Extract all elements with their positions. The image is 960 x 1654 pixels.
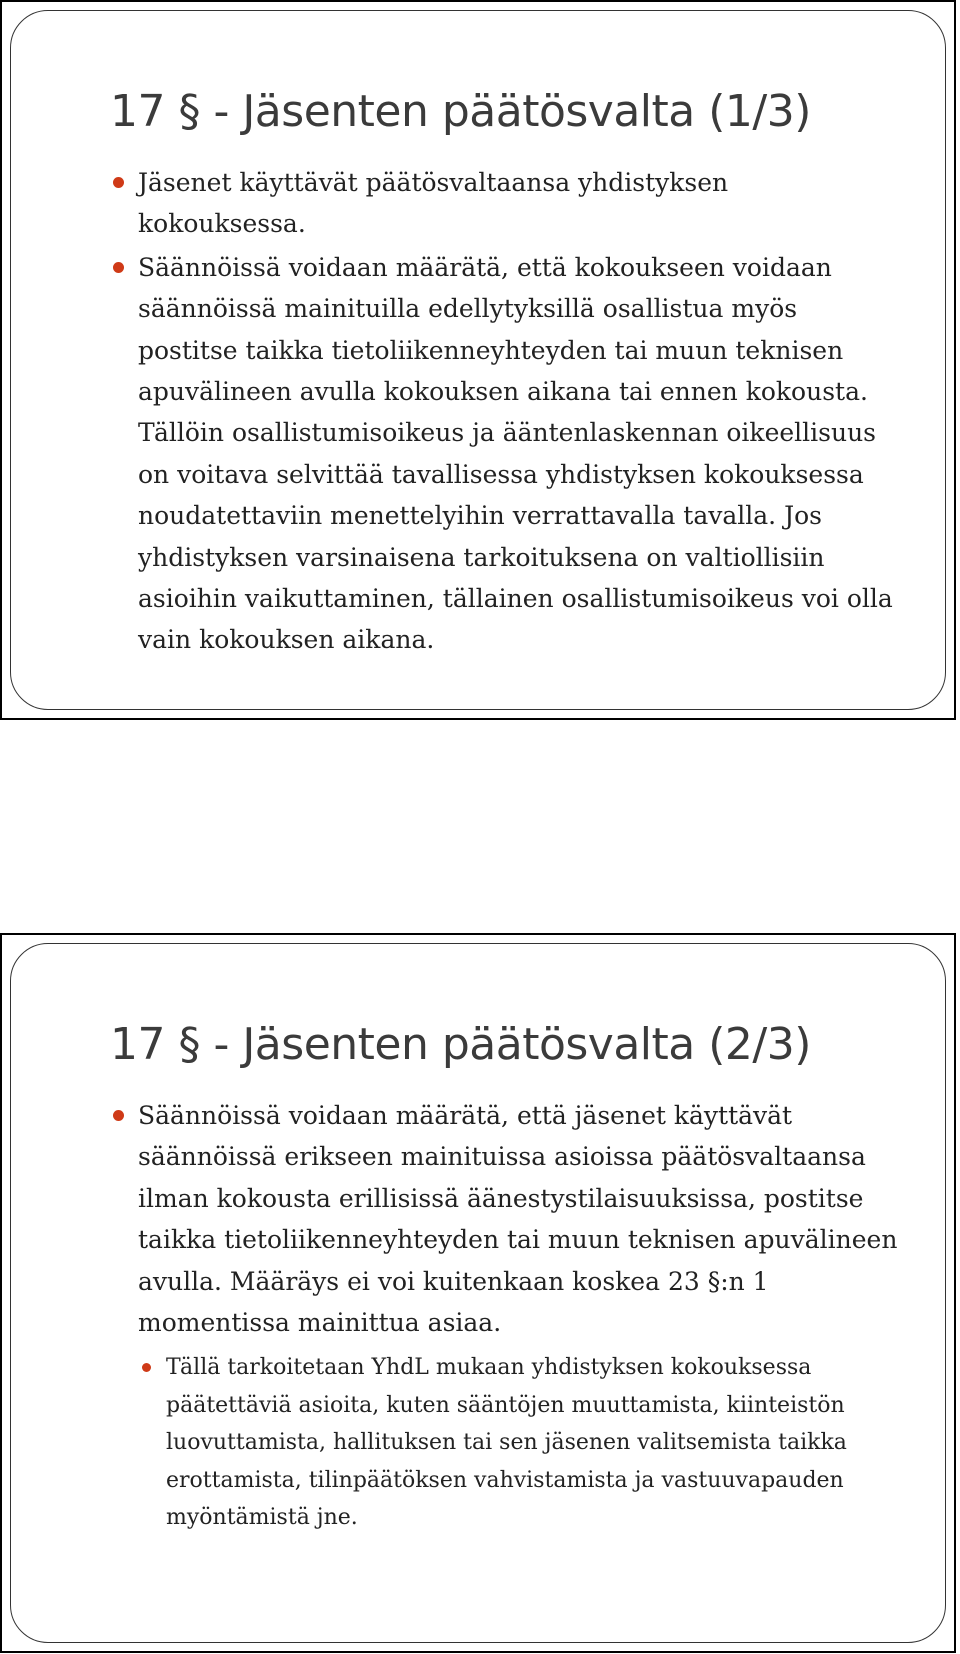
bullet-dot-icon [142,1363,151,1372]
bullet-list [110,1095,900,1539]
bullet-item [110,247,900,661]
slide-1 [0,0,956,720]
sub-bullet-item [138,1349,900,1537]
slide-title: 17 § - Jäsenten päätösvalta (2/3) [110,1019,811,1070]
bullet-text: Jäsenet käyttävät päätösvaltaansa yhdistyksen kokouksessa. [138,168,729,239]
sub-bullet-list [138,1349,900,1537]
bullet-text: Säännöissä voidaan määrätä, että kokoukseen voidaan säännöissä mainituilla edellytyksillä osallistua myös postitse taikka tietoliikenneyhteyden tai muun teknisen apuvälineen avulla kokouksen aikana tai ennen kokousta. Tällöin osallistumisoikeus ja ääntenlaskennan oikeellisuus on voitava selvittää tavallisessa yhdistyksen kokouksessa noudatettaviin menettelyihin verrattavalla tavalla. Jos yhdistyksen varsinaisena tarkoituksena on valtiollisiin asioihin vaikuttaminen, tällainen osallistumisoikeus voi olla vain kokouksen aikana. [138,252,893,655]
bullet-dot-icon [113,262,124,273]
bullet-list [110,162,900,663]
bullet-item [110,162,900,245]
bullet-dot-icon [113,177,124,188]
sub-bullet-text: Tällä tarkoitetaan YhdL mukaan yhdistyksen kokouksessa päätettäviä asioita, kuten sääntöjen muuttamista, kiinteistön luovuttamista, hallituksen tai sen jäsenen valitsemista taikka erottamista, tilinpäätöksen vahvistamista ja vastuuvapauden myöntämistä jne. [166,1355,847,1531]
bullet-dot-icon [113,1110,124,1121]
slide-title: 17 § - Jäsenten päätösvalta (1/3) [110,86,811,137]
bullet-item [110,1095,900,1537]
slide-2 [0,933,956,1653]
bullet-text: Säännöissä voidaan määrätä, että jäsenet käyttävät säännöissä erikseen mainituissa asioissa päätösvaltaansa ilman kokousta erillisissä äänestystilaisuuksissa, postitse taikka tietoliikenneyhteyden tai muun teknisen apuvälineen avulla. Määräys ei voi kuitenkaan koskea 23 §:n 1 momentissa mainittua asiaa. [138,1101,898,1338]
